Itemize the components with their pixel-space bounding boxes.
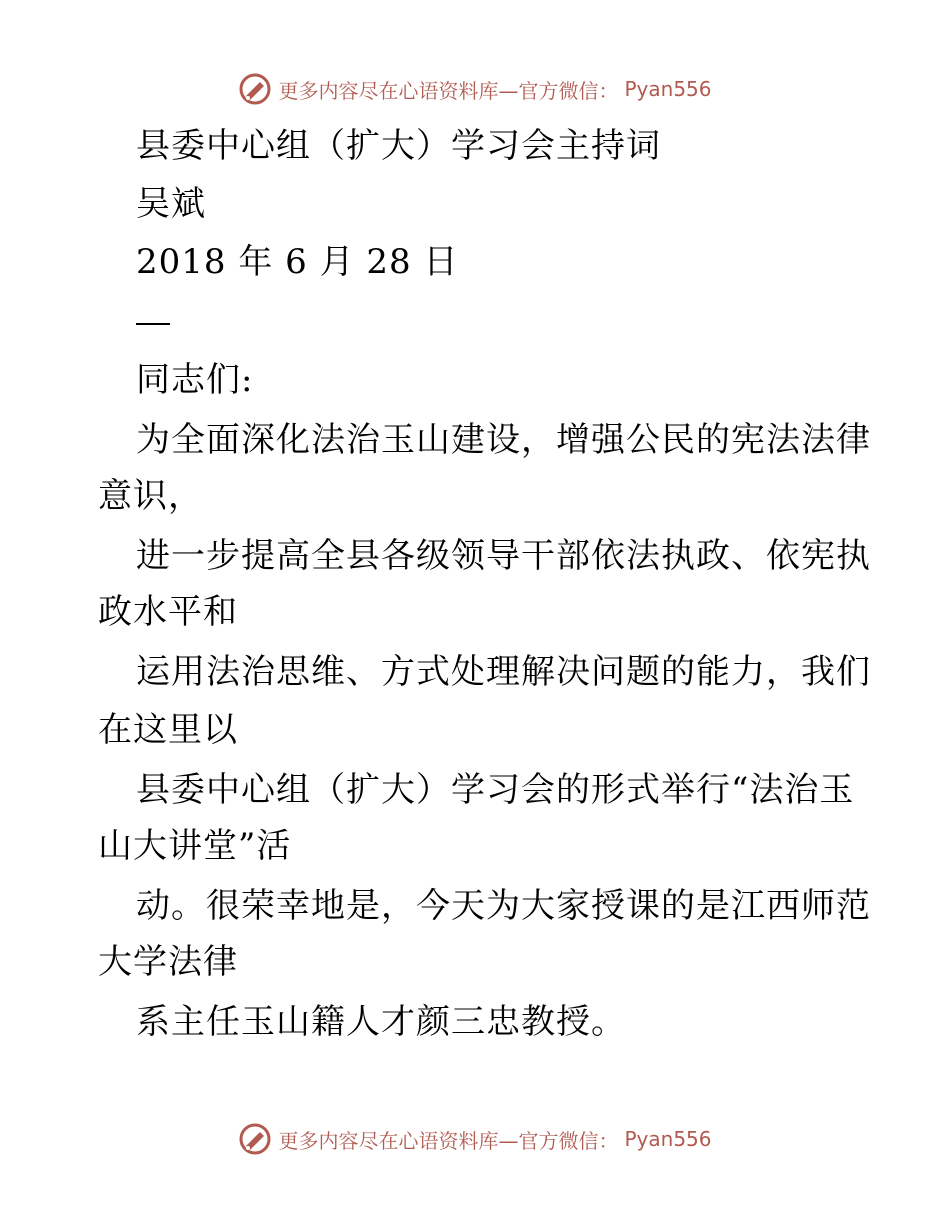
document-author: 吴斌	[136, 184, 206, 224]
watermark-footer	[0, 1122, 950, 1156]
paragraph-line: 大学法律	[98, 942, 238, 982]
paragraph-line: 进一步提高全县各级领导干部依法执政、依宪执	[136, 536, 871, 576]
paragraph-line: 为全面深化法治玉山建设，增强公民的宪法法律	[136, 420, 871, 460]
section-dash	[136, 323, 170, 325]
watermark-header	[0, 72, 950, 106]
document-date: 2018 年 6 月 28 日	[136, 242, 459, 282]
paragraph-line: 运用法治思维、方式处理解决问题的能力，我们	[136, 652, 871, 692]
paragraph-line: 县委中心组（扩大）学习会的形式举行“法治玉	[136, 770, 855, 810]
paragraph-line: 意识，	[98, 476, 203, 516]
watermark-text: 更多内容尽在心语资料库—官方微信：	[278, 1128, 619, 1153]
paragraph-line: 系主任玉山籍人才颜三忠教授。	[136, 1002, 626, 1042]
pen-circle-logo-icon	[238, 72, 272, 106]
paragraph-line: 政水平和	[98, 592, 238, 632]
paragraph-line: 山大讲堂”活	[98, 826, 292, 866]
document-title: 县委中心组（扩大）学习会主持词	[136, 126, 661, 166]
watermark-text: 更多内容尽在心语资料库—官方微信：	[278, 78, 619, 103]
watermark-account: Pyan556	[624, 77, 712, 101]
paragraph-line: 在这里以	[98, 710, 238, 750]
watermark-account: Pyan556	[624, 1127, 712, 1151]
paragraph-line: 动。很荣幸地是，今天为大家授课的是江西师范	[136, 886, 871, 926]
salutation: 同志们:	[136, 360, 254, 400]
pen-circle-logo-icon	[238, 1122, 272, 1156]
